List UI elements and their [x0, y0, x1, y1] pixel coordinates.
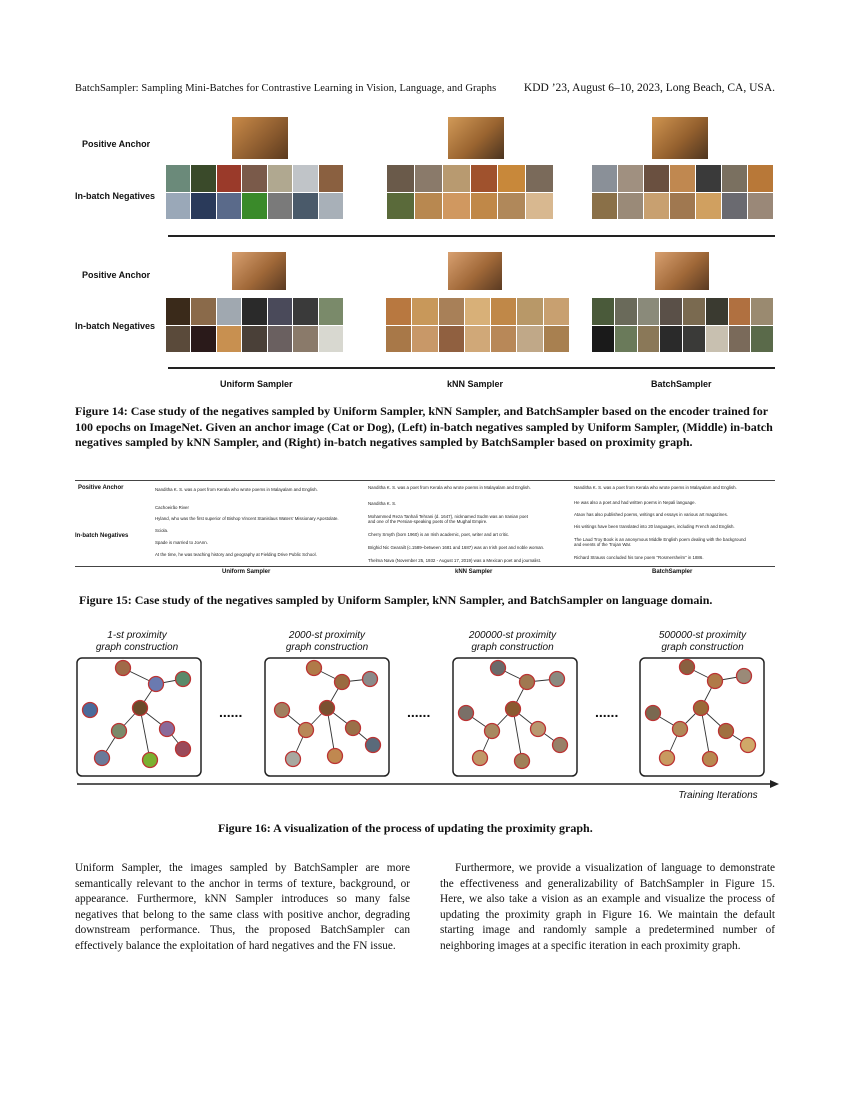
fig14-col-batchsampler: BatchSampler [651, 379, 712, 389]
negative-image [615, 298, 637, 325]
cat-negatives-batchsampler-grid [592, 165, 773, 219]
graph-node [346, 721, 361, 736]
stage-2-title [272, 630, 382, 654]
negative-image [729, 298, 751, 325]
graph-node [335, 675, 350, 690]
negative-image [439, 326, 464, 353]
graph-node [286, 752, 301, 767]
graph-node [299, 723, 314, 738]
stage-3-title [455, 630, 570, 654]
graph-node [520, 675, 535, 690]
stage-1-title-line2: graph construction [95, 642, 179, 653]
negative-image [166, 326, 190, 353]
negative-image [386, 298, 411, 325]
negative-image [166, 165, 190, 192]
graph-node [680, 660, 695, 675]
dog-anchor-image-batchsampler [655, 252, 709, 290]
fig15-bs-anchor: Nanditha K. S. was a poet from Kerala who wrote poems in Malayalam and English. [574, 485, 737, 490]
negative-image [415, 193, 442, 220]
graph-node [708, 674, 723, 689]
cat-negatives-knn-grid [387, 165, 553, 219]
fig15-knn-neg-3: Cherry Smyth (born 1960) is an Irish academic, poet, writer and art critic. [368, 532, 510, 537]
stage-4-title [645, 630, 760, 654]
fig14-cat-positive-label: Positive Anchor [82, 139, 151, 149]
graph-node [473, 751, 488, 766]
negative-image [412, 298, 437, 325]
negative-image [544, 326, 569, 353]
fig14-col-knn: kNN Sampler [447, 379, 504, 389]
negative-image [443, 193, 470, 220]
negative-image [592, 165, 617, 192]
graph-node [660, 751, 675, 766]
fig15-negatives-label: In-batch Negatives [75, 533, 129, 539]
stage-1-title [82, 630, 192, 654]
negative-image [293, 193, 317, 220]
negative-image [415, 165, 442, 192]
graph-node [307, 661, 322, 676]
fig15-col-knn: kNN Sampler [455, 569, 493, 575]
graph-node [366, 738, 381, 753]
negative-image [683, 298, 705, 325]
negative-image [319, 193, 343, 220]
negative-image [293, 326, 317, 353]
stage-2-title-line1: 2000-st proximity [288, 630, 366, 641]
negative-image [615, 326, 637, 353]
fig15-bs-neg-1: He was also a poet and had written poems in Nepali language. [574, 500, 696, 505]
fig15-knn-anchor: Nanditha K. S. was a poet from Kerala who wrote poems in Malayalam and English. [368, 485, 531, 490]
negative-image [592, 326, 614, 353]
ellipsis-2: ...... [407, 704, 431, 720]
fig15-uniform-neg-4: Spade is married to JoAnn. [155, 540, 208, 545]
stage-3-title-line1: 200000-st proximity [468, 630, 557, 641]
negative-image [748, 193, 773, 220]
negative-image [706, 326, 728, 353]
graph-node [133, 701, 148, 716]
negative-image [644, 193, 669, 220]
negative-image [618, 193, 643, 220]
proximity-graph-panels [70, 655, 780, 790]
negative-image [268, 193, 292, 220]
negative-image [722, 193, 747, 220]
negative-image [387, 165, 414, 192]
graph-node [646, 706, 661, 721]
fig15-bs-neg-4: The Laud Troy Book is an anonymous Middle English poem dealing with the background [574, 537, 746, 542]
dog-anchor-image-knn [448, 252, 502, 290]
negative-image [638, 326, 660, 353]
negative-image [517, 298, 542, 325]
negative-image [217, 326, 241, 353]
negative-image [592, 298, 614, 325]
negative-image [696, 193, 721, 220]
fig15-knn-neg-2: Mohammed Reza Tanhali Tehrani (d. 1647), nicknamed Sudm was an Iranian poet [368, 514, 528, 519]
stage-4-title-line1: 500000-st proximity [658, 630, 747, 641]
fig15-knn-neg-4: Brighid Nic Gearailt (c.1589–between 1681 and 1687) was an Irish poet and noble woman. [368, 545, 545, 550]
graph-node [112, 724, 127, 739]
fig14-separator [168, 235, 775, 237]
negative-image [191, 326, 215, 353]
negative-image [526, 165, 553, 192]
negative-image [706, 298, 728, 325]
graph-node [550, 672, 565, 687]
negative-image [683, 326, 705, 353]
fig15-positive-label: Positive Anchor [78, 485, 124, 491]
negative-image [592, 193, 617, 220]
body-right-paragraph: Furthermore, we provide a visualization of language to demonstrate the effectiveness and generalizability of BatchSampler in Figure 15. Here, we also take a vision as an example and visualize the process of updating the proximity graph in Figure 16. We maintain the default starting image and randomly sample a predetermined number of neighboring images at a specific iteration in each proximity graph. [440, 862, 775, 952]
negative-image [526, 193, 553, 220]
graph-node [275, 703, 290, 718]
fig16-caption: Figure 16: A visualization of the process of updating the proximity graph. [218, 821, 593, 835]
negative-image [465, 298, 490, 325]
graph-node [741, 738, 756, 753]
fig15-col-batchsampler: BatchSampler [652, 569, 693, 575]
fig15-uniform-neg-1: Cachoeirão River [155, 505, 189, 510]
cat-anchor-image-batchsampler [652, 117, 708, 159]
graph-node [531, 722, 546, 737]
negative-image [748, 165, 773, 192]
negative-image [386, 326, 411, 353]
graph-node [363, 672, 378, 687]
negative-image [644, 165, 669, 192]
negative-image [166, 193, 190, 220]
fig15-knn-neg-5: Thelma Nava (November 25, 1932 - August 17, 2019) was a Mexican poet and journalist. [368, 558, 542, 563]
graph-node [176, 742, 191, 757]
negative-image [268, 165, 292, 192]
fig15-bs-neg-3: His writings have been translated into 20 languages, including French and English. [574, 524, 735, 529]
negative-image [191, 193, 215, 220]
body-left-paragraph: Uniform Sampler, the images sampled by BatchSampler are more semantically relevant to the anchor in terms of texture, background, or appearance. Furthermore, kNN Sampler introduces so many false negatives that belong to the same class with positive anchor, degrading downstream performance. Thus, the proposed BatchSampler can effectively balance the exploitation of hard negatives and the FN issue. [75, 862, 410, 952]
graph-node [320, 701, 335, 716]
fig15-uniform-neg-2: Hyland, who was the first superior of Bishop Vincent Stanislaus Waters' Missionary Apostolate. [155, 516, 339, 521]
dog-anchor-image-uniform [232, 252, 286, 290]
graph-node [149, 677, 164, 692]
stage-3-title-line2: graph construction [471, 642, 554, 653]
graph-node [737, 669, 752, 684]
negative-image [166, 298, 190, 325]
negative-image [319, 326, 343, 353]
negative-image [217, 193, 241, 220]
graph-node [143, 753, 158, 768]
negative-image [242, 298, 266, 325]
fig14-col-uniform: Uniform Sampler [220, 379, 293, 389]
graph-node [719, 724, 734, 739]
fig15-uniform-neg-5: At the time, he was teaching history and geography at Fielding Drive Public School. [155, 552, 317, 557]
graph-node [506, 702, 521, 717]
fig15-knn-neg-1: Nanditha K. S. [368, 501, 397, 506]
negative-image [217, 165, 241, 192]
fig15-bottom-rule [75, 566, 775, 567]
graph-node [95, 751, 110, 766]
cat-negatives-uniform-grid [166, 165, 343, 219]
negative-image [618, 165, 643, 192]
negative-image [471, 193, 498, 220]
graph-node [83, 703, 98, 718]
graph-node [703, 752, 718, 767]
graph-node [160, 722, 175, 737]
negative-image [660, 326, 682, 353]
negative-image [293, 298, 317, 325]
negative-image [443, 165, 470, 192]
fig14-dog-positive-label: Positive Anchor [82, 270, 151, 280]
graph-node [515, 754, 530, 769]
stage-4-title-line2: graph construction [661, 642, 744, 653]
negative-image [387, 193, 414, 220]
dog-negatives-uniform-grid [166, 298, 343, 352]
fig15-col-uniform: Uniform Sampler [222, 569, 271, 575]
graph-node [491, 661, 506, 676]
graph-node [328, 749, 343, 764]
training-iterations-label: Training Iterations [678, 790, 758, 801]
negative-image [319, 165, 343, 192]
fig15-bs-neg-2: Ataov has also published poems, writings and essays in various art magazines. [574, 512, 728, 517]
negative-image [319, 298, 343, 325]
graph-node [673, 722, 688, 737]
stage-1-title-line1: 1-st proximity [107, 630, 167, 641]
negative-image [696, 165, 721, 192]
negative-image [729, 326, 751, 353]
negative-image [751, 298, 773, 325]
cat-anchor-image-uniform [232, 117, 288, 159]
negative-image [439, 298, 464, 325]
ellipsis-1: ...... [219, 704, 243, 720]
fig15-knn-neg-2b: and one of the Persian-speaking poets of the Mughal Empire. [368, 519, 488, 524]
negative-image [412, 326, 437, 353]
ellipsis-3: ...... [595, 704, 619, 720]
negative-image [191, 165, 215, 192]
negative-image [498, 165, 525, 192]
graph-node [459, 706, 474, 721]
fig14-caption: Figure 14: Case study of the negatives sampled by Uniform Sampler, kNN Sampler, and BatchSampler based on the encoder trained for 100 epochs on ImageNet. Given an anchor image (Cat or Dog), (Left) in-batch negatives sampled by Uniform Sampler, (Middle) in-batch negatives sampled by kNN Sampler, and (Right) in-batch negatives sampled by BatchSampler based on proximity graph. [75, 404, 773, 449]
negative-image [491, 298, 516, 325]
negative-image [217, 298, 241, 325]
negative-image [471, 165, 498, 192]
negative-image [544, 298, 569, 325]
dog-negatives-batchsampler-grid [592, 298, 773, 352]
fig15-top-rule [75, 480, 775, 481]
fig15-uniform-anchor: Nanditha K. S. was a poet from Kerala who wrote poems in Malayalam and English. [155, 487, 318, 492]
negative-image [751, 326, 773, 353]
training-axis-arrowhead [770, 780, 779, 788]
graph-node [694, 701, 709, 716]
negative-image [670, 165, 695, 192]
negative-image [498, 193, 525, 220]
negative-image [268, 326, 292, 353]
graph-node [116, 661, 131, 676]
negative-image [293, 165, 317, 192]
running-header-venue: KDD ’23, August 6–10, 2023, Long Beach, CA, USA. [523, 82, 775, 94]
negative-image [670, 193, 695, 220]
stage-2-title-line2: graph construction [285, 642, 369, 653]
negative-image [242, 165, 266, 192]
negative-image [191, 298, 215, 325]
graph-node [176, 672, 191, 687]
negative-image [491, 326, 516, 353]
graph-node [485, 724, 500, 739]
graph-node [553, 738, 568, 753]
fig15-bs-neg-4b: and events of the Trojan War. [574, 542, 632, 547]
negative-image [660, 298, 682, 325]
negative-image [638, 298, 660, 325]
dog-negatives-knn-grid [386, 298, 569, 352]
fig15-caption: Figure 15: Case study of the negatives sampled by Uniform Sampler, kNN Sampler, and BatchSampler on language domain. [79, 593, 713, 607]
negative-image [517, 326, 542, 353]
running-header-title: BatchSampler: Sampling Mini-Batches for Contrastive Learning in Vision, Language, and Graphs [75, 83, 497, 94]
fig14-cat-negatives-label: In-batch Negatives [75, 191, 156, 201]
negative-image [465, 326, 490, 353]
fig14-bottom-rule [168, 367, 775, 369]
fig15-bs-neg-5: Richard Strauss concluded his tone poem "Rosmershelm" in 1886. [574, 555, 704, 560]
fig14-dog-negatives-label: In-batch Negatives [75, 321, 156, 331]
fig15-uniform-neg-3: Sciola. [155, 528, 169, 533]
negative-image [242, 326, 266, 353]
negative-image [268, 298, 292, 325]
cat-anchor-image-knn [448, 117, 504, 159]
negative-image [242, 193, 266, 220]
negative-image [722, 165, 747, 192]
